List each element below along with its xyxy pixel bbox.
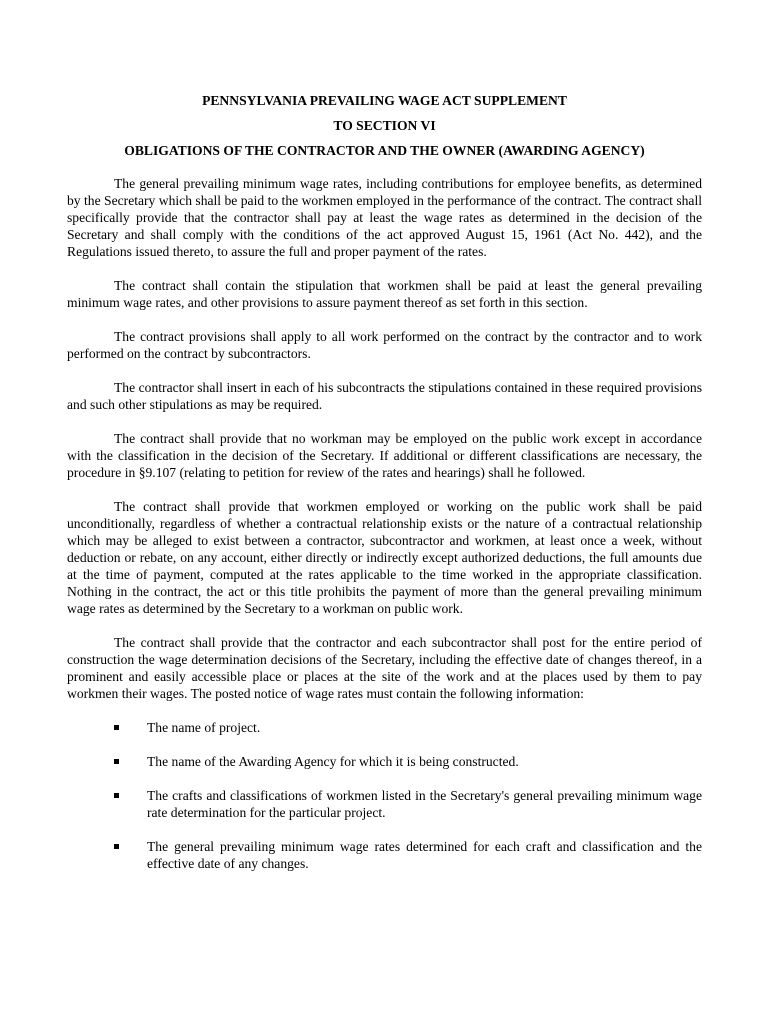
list-item-text: The general prevailing minimum wage rates determined for each craft and classification and the effective date of any changes. [147, 839, 702, 871]
list-item-text: The crafts and classifications of workmen listed in the Secretary's general prevailing minimum wage rate determination for the particular project. [147, 788, 702, 820]
document-page [67, 92, 702, 872]
paragraph: The contract provisions shall apply to all work performed on the contract by the contractor and to work performed on the contract by subcontractors. [67, 329, 702, 361]
list-item [67, 719, 702, 736]
square-bullet-icon [114, 844, 119, 849]
document-subtitle: OBLIGATIONS OF THE CONTRACTOR AND THE OWNER (AWARDING AGENCY) [124, 143, 645, 158]
list-item [67, 787, 702, 821]
list-item [67, 838, 702, 872]
paragraph: The contractor shall insert in each of his subcontracts the stipulations contained in these required provisions and such other stipulations as may be required. [67, 380, 702, 412]
square-bullet-icon [114, 725, 119, 730]
information-list [67, 719, 702, 872]
paragraph: The contract shall provide that no workman may be employed on the public work except in accordance with the classification in the decision of the Secretary. If additional or different classifications are necessary, the procedure in §9.107 (relating to petition for review of the rates and hearings) shall he followed. [67, 431, 702, 480]
list-item [67, 753, 702, 770]
list-item-text: The name of the Awarding Agency for which it is being constructed. [147, 754, 519, 769]
paragraph: The contract shall contain the stipulation that workmen shall be paid at least the general prevailing minimum wage rates, and other provisions to assure payment thereof as set forth in this section. [67, 278, 702, 310]
document-title: PENNSYLVANIA PREVAILING WAGE ACT SUPPLEMENT [202, 93, 567, 108]
document-section: TO SECTION VI [333, 118, 436, 133]
list-item-text: The name of project. [147, 720, 261, 735]
paragraph: The contract shall provide that the contractor and each subcontractor shall post for the entire period of construction the wage determination decisions of the Secretary, including the effective date of changes thereof, in a prominent and easily accessible place or places at the site of the work and at the places used by them to pay workmen their wages. The posted notice of wage rates must contain the following information: [67, 635, 702, 701]
paragraph: The general prevailing minimum wage rates, including contributions for employee benefits, as determined by the Secretary which shall be paid to the workmen employed in the performance of the contract. The contract shall specifically provide that the contractor shall pay at least the wage rates as determined in the decision of the Secretary and shall comply with the conditions of the act approved August 15, 1961 (Act No. 442), and the Regulations issued thereto, to assure the full and proper payment of the rates. [67, 176, 702, 259]
square-bullet-icon [114, 759, 119, 764]
paragraph: The contract shall provide that workmen employed or working on the public work shall be paid unconditionally, regardless of whether a contractual relationship exists or the nature of a contractual relationship which may be alleged to exist between a contractor, subcontractor and workmen, at least once a week, without deduction or rebate, on any account, either directly or indirectly except authorized deductions, the full amounts due at the time of payment, computed at the rates applicable to the time worked in the appropriate classification. Nothing in the contract, the act or this title prohibits the payment of more than the general prevailing minimum wage rates as determined by the Secretary to a workman on public work. [67, 499, 702, 616]
square-bullet-icon [114, 793, 119, 798]
